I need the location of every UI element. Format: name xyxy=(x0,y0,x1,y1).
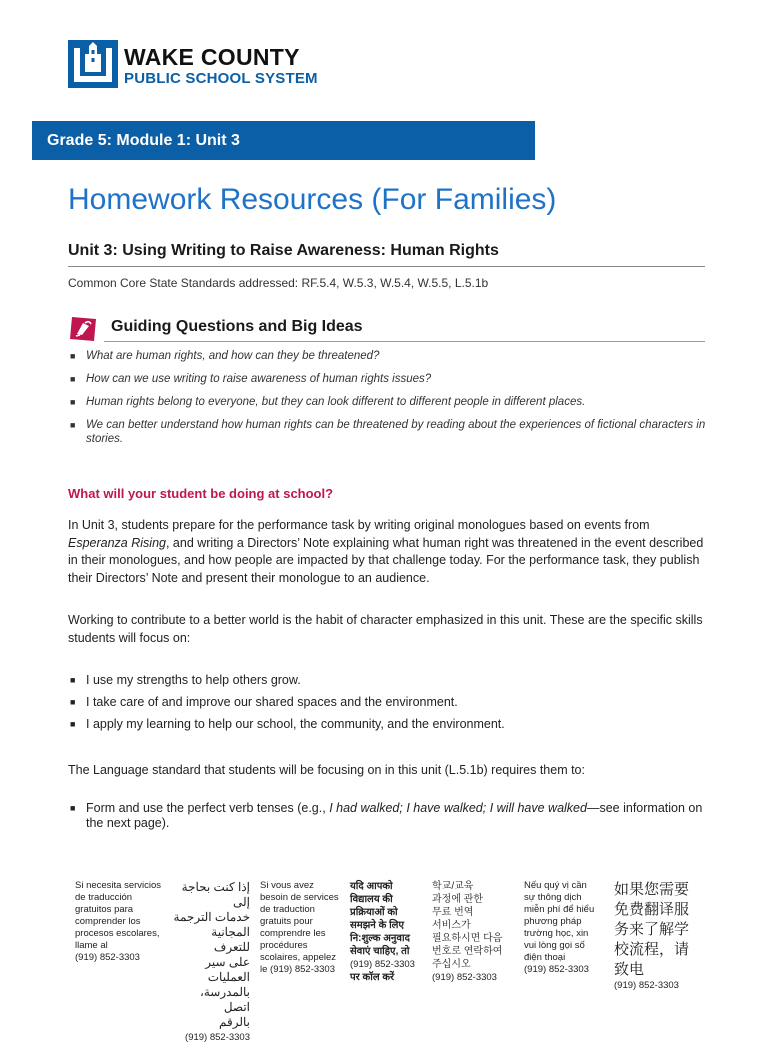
book-title: Esperanza Rising xyxy=(68,535,166,550)
translation-chinese: 如果您需要 免费翻译服 务来了解学 校流程，请 致电 (919) 852-3303 xyxy=(614,881,690,991)
habits-list xyxy=(68,672,708,738)
translation-vietnamese: Nếu quý vị cần sự thông dịch miễn phí để hiểu phương pháp trường học, xin vui lòng gọi số điện thoại (919) 852-3303 xyxy=(524,880,595,975)
translation-arabic: إذا كنت بحاجة إلى خدمات الترجمة المجانية للتعرف على سير العمليات بالمدرسة، اتصل بالرقم (919) 852-3303 xyxy=(173,880,250,1043)
paragraph: The Language standard that students will be focusing on in this unit (L.5.1b) requires them to: xyxy=(68,763,585,777)
standards-line: Common Core State Standards addressed: RF.5.4, W.5.3, W.5.4, W.5.5, L.5.1b xyxy=(68,276,489,290)
page-title: Homework Resources (For Families) xyxy=(68,183,557,216)
divider xyxy=(104,341,705,342)
list-item: ■ Human rights belong to everyone, but they can look different to different people in different places. xyxy=(70,396,586,408)
translation-spanish: Si necesita servicios de traducción gratuitos para comprender los procesos escolares, llame al (919) 852-3303 xyxy=(75,880,162,963)
list-item: ■ How can we use writing to raise awareness of human rights issues? xyxy=(70,373,432,385)
language-standard-list xyxy=(68,801,708,831)
grade-banner-text: Grade 5: Module 1: Unit 3 xyxy=(47,132,240,149)
logo-line-1: WAKE COUNTY xyxy=(124,44,300,70)
list-item: ■ Form and use the perfect verb tenses (e.g., I had walked; I have walked; I will have walked—see information on the next page). xyxy=(70,801,703,830)
guiding-questions-icon xyxy=(68,315,98,343)
divider xyxy=(68,266,705,267)
paragraph: Working to contribute to a better world is the habit of character emphasized in this unit. These are the specific skills students will focus on: xyxy=(68,613,703,645)
guiding-questions-heading: Guiding Questions and Big Ideas xyxy=(111,318,363,335)
translation-french: Si vous avez besoin de services de traduction gratuits pour comprendre les procédures scolaires, appelez le (919) 852-3303 xyxy=(260,880,339,975)
paragraph: In Unit 3, students prepare for the performance task by writing original monologues based on events from Esperanza Rising, and writing a Directors’ Note explaining what human right was threatened in the event described in their monologues, and how people are impacted by that challenge today. For the performance task, they publish their Directors’ Note and present their monologue to an audience. xyxy=(68,518,704,585)
list-item: ■ I use my strengths to help others grow. xyxy=(70,673,301,687)
list-item: ■ What are human rights, and how can they be threatened? xyxy=(70,350,380,362)
translation-korean: 학교/교육 과정에 관한 무료 번역 서비스가 필요하시면 다음 번호로 연락하여 주십시오 (919) 852-3303 xyxy=(432,881,503,983)
school-building-icon xyxy=(68,40,118,88)
unit-title: Unit 3: Using Writing to Raise Awareness: Human Rights xyxy=(68,242,499,259)
section-heading: What will your student be doing at school? xyxy=(68,486,334,501)
logo-line-2: PUBLIC SCHOOL SYSTEM xyxy=(124,70,318,87)
list-item: ■ We can better understand how human rights can be threatened by reading about the experiences of fictional characters in stories. xyxy=(70,419,706,445)
translation-hindi: यदि आपको विद्यालय की प्रक्रियाओं को समझने के लिए नि:शुल्क अनुवाद सेवाएं चाहिए, तो (919) 852-3303 पर कॉल करें xyxy=(350,881,415,983)
list-item: ■ I take care of and improve our shared spaces and the environment. xyxy=(70,695,458,709)
guiding-questions-list xyxy=(68,349,708,455)
list-item: ■ I apply my learning to help our school, the community, and the environment. xyxy=(70,717,505,731)
grade-banner xyxy=(32,121,535,160)
